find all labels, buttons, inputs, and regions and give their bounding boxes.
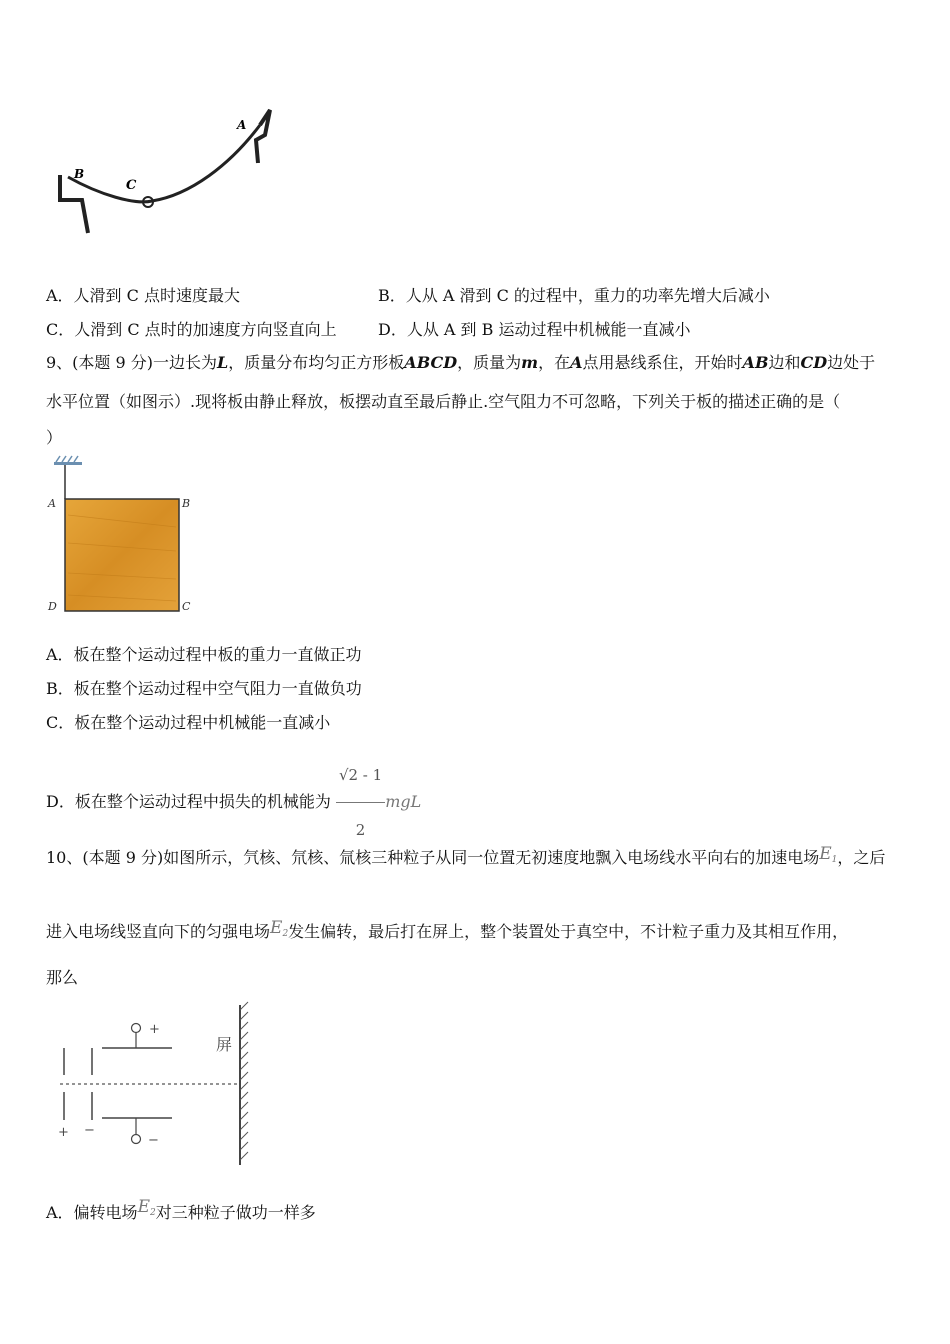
var-m: m xyxy=(521,353,539,372)
accel-plus-sign: + xyxy=(58,1125,69,1140)
q10-stem-line1 xyxy=(46,844,885,870)
q10-field-figure xyxy=(50,1000,270,1170)
q10-stem-line2 xyxy=(46,918,848,944)
platform-a xyxy=(256,110,270,163)
ceiling-hatch xyxy=(56,456,78,462)
q9-prefix: 9、(本题 9 分)一边长为 xyxy=(46,353,218,372)
q10-line2-pre: 进入电场线竖直向下的匀强电场 xyxy=(46,922,271,941)
q9-stem-line1 xyxy=(46,353,875,373)
label-a: A xyxy=(237,118,247,132)
q9-option-a: A．板在整个运动过程中板的重力一直做正功 xyxy=(46,645,362,664)
q8-option-a: A．人滑到 C 点时速度最大 xyxy=(46,286,240,305)
bottom-terminal xyxy=(132,1135,141,1144)
q9-mid1: ，质量分布均匀正方形板 xyxy=(228,353,405,372)
q10-stem-line3: 那么 xyxy=(46,968,79,987)
e2-letter: E xyxy=(270,918,283,938)
e1-letter: E xyxy=(819,844,832,864)
corner-c: C xyxy=(182,600,191,613)
screen-hatch xyxy=(240,1002,248,1160)
e1-sub: 1 xyxy=(831,855,838,865)
q9-mid3: ，在 xyxy=(538,353,571,372)
q10-option-a xyxy=(46,1192,316,1228)
q10-option-a-pre: A．偏转电场 xyxy=(46,1203,138,1222)
q8-option-b: B．人从 A 滑到 C 的过程中，重力的功率先增大后减小 xyxy=(378,286,770,305)
label-b: B xyxy=(74,167,85,181)
q10-line2-tail: 发生偏转，最后打在屏上，整个装置处于真空中，不计粒子重力及其相互作用， xyxy=(288,922,849,941)
ceiling xyxy=(54,462,82,465)
q9-mid2: ，质量为 xyxy=(457,353,522,372)
formula-numerator: √2 - 1 xyxy=(336,748,385,803)
q10-option-a-tail: 对三种粒子做功一样多 xyxy=(155,1203,316,1222)
q8-option-d: D．人从 A 到 B 运动过程中机械能一直减小 xyxy=(378,320,691,339)
q9-stem-line3: ） xyxy=(46,428,63,447)
q9-option-d xyxy=(46,748,421,857)
screen-label: 屏 xyxy=(216,1035,233,1054)
q9-option-c: C．板在整个运动过程中机械能一直减小 xyxy=(46,713,331,732)
q9-option-b: B．板在整个运动过程中空气阻力一直做负功 xyxy=(46,679,362,698)
bottom-minus-sign: − xyxy=(148,1133,159,1148)
e2-symbol-option xyxy=(138,1197,156,1217)
q9-mid4: 点用悬线系住，开始时 xyxy=(582,353,743,372)
e2-sub: 2 xyxy=(282,929,289,939)
q9-mid6: 边处于 xyxy=(827,353,876,372)
var-l: L xyxy=(217,353,229,372)
accel-minus-sign: − xyxy=(84,1123,95,1138)
q8-option-c: C．人滑到 C 点时的加速度方向竖直向上 xyxy=(46,320,337,339)
label-c: C xyxy=(126,178,137,193)
e2-sub-option: 2 xyxy=(149,1208,156,1218)
q9-stem-line2: 水平位置（如图示）.现将板由静止释放，板摆动直至最后静止.空气阻力不可忽略，下列关于板的描述正确的是（ xyxy=(46,392,841,411)
top-plus-sign: + xyxy=(149,1022,160,1037)
var-abcd: ABCD xyxy=(404,353,458,372)
e2-symbol xyxy=(270,918,288,938)
corner-d: D xyxy=(48,600,57,613)
corner-b: B xyxy=(182,497,191,510)
var-ab: AB xyxy=(742,353,769,372)
square-board xyxy=(65,499,179,611)
var-a: A xyxy=(570,353,583,372)
e2-letter-option: E xyxy=(137,1197,150,1217)
loss-formula xyxy=(336,748,385,857)
formula-denominator: 2 xyxy=(355,821,366,839)
q9-mid5: 边和 xyxy=(768,353,801,372)
q8-slide-figure xyxy=(40,105,290,245)
formula-mgl: mgL xyxy=(385,792,422,811)
corner-a: A xyxy=(48,497,56,510)
var-cd: CD xyxy=(800,353,828,372)
q10-line1-text: 10、(本题 9 分)如图所示，氕核、氘核、氚核三种粒子从同一位置无初速度地飘入电场线水平向右的加速电场 xyxy=(46,848,820,867)
q9-board-figure xyxy=(44,455,204,620)
top-terminal xyxy=(132,1024,141,1033)
q10-line1-tail: ，之后 xyxy=(837,848,886,867)
curve xyxy=(68,125,260,202)
q9-option-d-text: D．板在整个运动过程中损失的机械能为 xyxy=(46,792,331,811)
e1-symbol xyxy=(819,844,837,864)
